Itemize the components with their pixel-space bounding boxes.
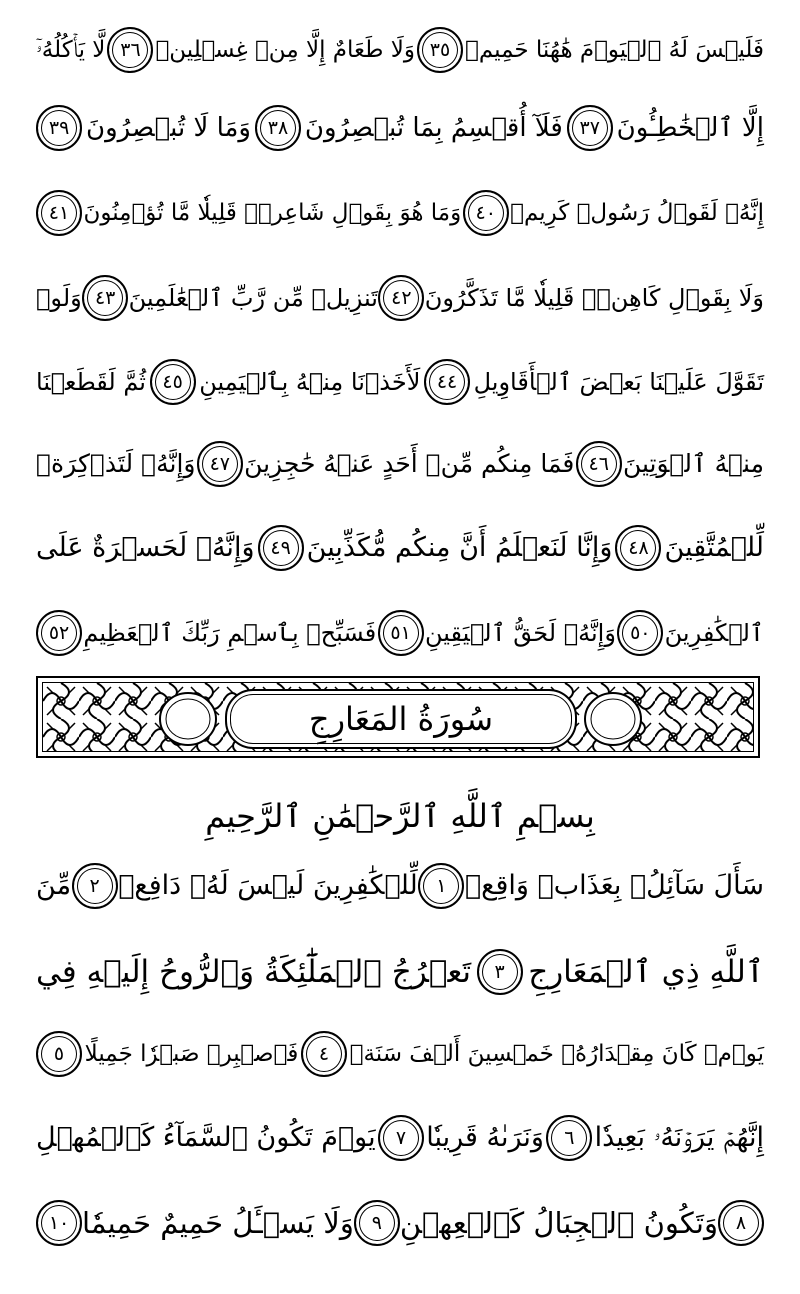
ayah-number-marker: ٤٩ bbox=[258, 525, 304, 571]
verse-text: مِّنَ bbox=[36, 870, 72, 901]
ayah-number-marker: ٣ bbox=[477, 949, 523, 995]
ayah-number-marker: ٥١ bbox=[378, 610, 424, 656]
ayah-number-marker: ٥٠ bbox=[617, 610, 663, 656]
verse-text: وَإِنَّهُۥ لَتَذۡكِرَةٞ bbox=[36, 449, 196, 478]
verse-text: ٱللَّهِ ذِي ٱلۡمَعَارِجِ bbox=[528, 954, 764, 990]
verse-text: وَمَا هُوَ بِقَوۡلِ شَاعِرٖۚ قَلِيلٗا مَّا تُؤۡمِنُونَ bbox=[83, 200, 462, 226]
ayah-number-marker: ٣٩ bbox=[36, 105, 82, 151]
ayah-number-marker: ٤٦ bbox=[576, 441, 622, 487]
text-line bbox=[36, 1108, 764, 1168]
text-line bbox=[36, 942, 764, 1002]
ayah-number-marker: ١٠ bbox=[36, 1200, 82, 1246]
ayah-number-marker: ٤٧ bbox=[197, 441, 243, 487]
ayah-number-marker: ٤٢ bbox=[378, 275, 424, 321]
text-line bbox=[36, 183, 764, 243]
left-medallion bbox=[160, 693, 216, 745]
verse-text: مِنۡهُ ٱلۡوَتِينَ bbox=[622, 449, 764, 478]
ayah-number-marker: ٥ bbox=[36, 1031, 82, 1077]
ayah-number-marker: ٤٨ bbox=[615, 525, 661, 571]
verse-text: تَنزِيلٞ مِّن رَّبِّ ٱلۡعَٰلَمِينَ bbox=[128, 284, 378, 312]
surah-header-inner bbox=[42, 682, 754, 752]
right-medallion bbox=[585, 693, 641, 745]
ayah-number-marker: ٤٠ bbox=[463, 190, 509, 236]
ayah-number-marker: ٣٥ bbox=[417, 27, 463, 73]
ayah-number-marker: ٨ bbox=[718, 1200, 764, 1246]
text-line bbox=[36, 856, 764, 916]
verse-text: وَتَكُونُ ٱلۡجِبَالُ كَٱلۡعِهۡنِ bbox=[399, 1206, 718, 1240]
ayah-number-marker: ٤٣ bbox=[82, 275, 128, 321]
text-line bbox=[36, 352, 764, 412]
verse-text: وَإِنَّهُۥ لَحَقُّ ٱلۡيَقِينِ bbox=[424, 619, 616, 647]
text-line bbox=[36, 20, 764, 80]
text-line bbox=[36, 1193, 764, 1253]
verse-text: وَإِنَّا لَنَعۡلَمُ أَنَّ مِنكُم مُّكَذِّبِينَ bbox=[306, 532, 613, 563]
verse-text: سَأَلَ سَآئِلُۢ بِعَذَابٖ وَاقِعٖ bbox=[464, 870, 764, 901]
ayah-number-marker: ٤١ bbox=[36, 190, 82, 236]
ayah-number-marker: ٦ bbox=[546, 1115, 592, 1161]
verse-text: فَٱصۡبِرۡ صَبۡرٗا جَمِيلًا bbox=[84, 1041, 299, 1067]
verse-text: لَأَخَذۡنَا مِنۡهُ بِٱلۡيَمِينِ bbox=[199, 368, 421, 396]
ayah-number-marker: ٥٢ bbox=[36, 610, 82, 656]
text-line bbox=[36, 603, 764, 663]
verse-text: إِنَّهُمۡ يَرَوۡنَهُۥ بَعِيدٗا bbox=[594, 1122, 764, 1153]
ayah-number-marker: ٤٥ bbox=[150, 359, 196, 405]
ayah-number-marker: ٢ bbox=[72, 863, 118, 909]
ayah-number-marker: ١ bbox=[418, 863, 464, 909]
verse-text: إِنَّهُۥ لَقَوۡلُ رَسُولٖ كَرِيمٖ bbox=[510, 200, 764, 226]
verse-text: لِّلۡكَٰفِرِينَ لَيۡسَ لَهُۥ دَافِعٞ bbox=[118, 870, 418, 901]
verse-text: يَوۡمَ تَكُونُ ٱلسَّمَآءُ كَٱلۡمُهۡلِ bbox=[36, 1122, 376, 1153]
basmala: بِسۡمِ ٱللَّهِ ٱلرَّحۡمَٰنِ ٱلرَّحِيمِ bbox=[205, 797, 595, 835]
verse-text: وَلَا بِقَوۡلِ كَاهِنٖۚ قَلِيلٗا مَّا تَذَكَّرُونَ bbox=[424, 284, 764, 312]
text-line bbox=[36, 518, 764, 578]
verse-text: لِّلۡمُتَّقِينَ bbox=[664, 532, 764, 563]
surah-title: سُورَةُ المَعَارِجِ bbox=[225, 689, 577, 749]
ayah-number-marker: ٣٦ bbox=[107, 27, 153, 73]
verse-text: إِلَّا ٱلۡخَٰطِـُٔونَ bbox=[616, 113, 764, 143]
verse-text: ثُمَّ لَقَطَعۡنَا bbox=[36, 368, 146, 396]
text-line bbox=[36, 434, 764, 494]
ayah-number-marker: ٩ bbox=[354, 1200, 400, 1246]
verse-text: فَلَيۡسَ لَهُ ٱلۡيَوۡمَ هَٰهُنَا حَمِيمٞ bbox=[465, 37, 764, 63]
verse-text: وَإِنَّهُۥ لَحَسۡرَةٌ عَلَى bbox=[36, 532, 255, 563]
verse-text: لَّا يَأۡكُلُهُۥٓ bbox=[36, 37, 106, 63]
verse-text: وَلَا طَعَامٌ إِلَّا مِنۡ غِسۡلِينٖ bbox=[155, 37, 415, 63]
verse-text: فَلَآ أُقۡسِمُ بِمَا تُبۡصِرُونَ bbox=[304, 113, 563, 143]
verse-text: تَقَوَّلَ عَلَيۡنَا بَعۡضَ ٱلۡأَقَاوِيلِ bbox=[473, 368, 764, 396]
verse-text: ٱلۡكَٰفِرِينَ bbox=[664, 619, 764, 647]
verse-text: فَسَبِّحۡ بِٱسۡمِ رَبِّكَ ٱلۡعَظِيمِ bbox=[83, 619, 377, 647]
verse-text: وَمَا لَا تُبۡصِرُونَ bbox=[86, 113, 251, 143]
verse-text: وَلَوۡ bbox=[36, 284, 82, 312]
surah-header-frame bbox=[36, 676, 760, 758]
ayah-number-marker: ٣٧ bbox=[567, 105, 613, 151]
verse-text: يَوۡمٖ كَانَ مِقۡدَارُهُۥ خَمۡسِينَ أَلۡفَ سَنَةٖ bbox=[349, 1041, 764, 1067]
text-line bbox=[36, 1024, 764, 1084]
text-line bbox=[36, 268, 764, 328]
verse-text: وَلَا يَسۡـَٔلُ حَمِيمٌ حَمِيمٗا bbox=[82, 1206, 354, 1240]
ayah-number-marker: ٤ bbox=[301, 1031, 347, 1077]
text-line bbox=[36, 98, 764, 158]
verse-text: فَمَا مِنكُم مِّنۡ أَحَدٍ عَنۡهُ حَٰجِزِينَ bbox=[244, 449, 575, 478]
verse-text: تَعۡرُجُ ٱلۡمَلَٰٓئِكَةُ وَٱلرُّوحُ إِلَيۡهِ فِي bbox=[36, 954, 472, 990]
ayah-number-marker: ٣٨ bbox=[255, 105, 301, 151]
verse-text: وَنَرَىٰهُ قَرِيبٗا bbox=[426, 1122, 544, 1153]
ayah-number-marker: ٤٤ bbox=[424, 359, 470, 405]
ayah-number-marker: ٧ bbox=[378, 1115, 424, 1161]
